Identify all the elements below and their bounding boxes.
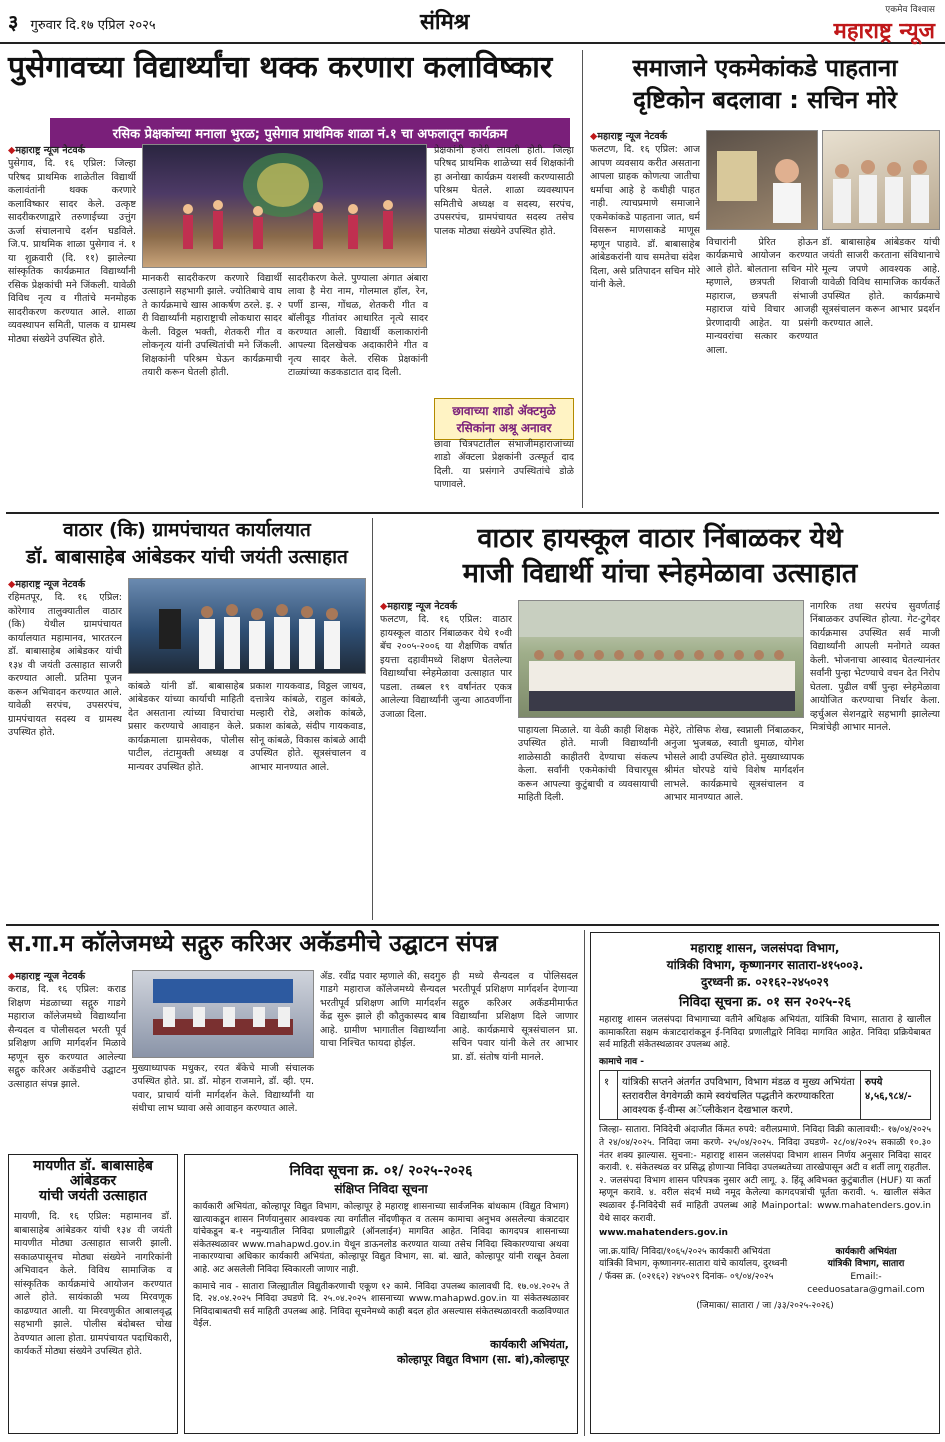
- story2-headline: [590, 56, 940, 114]
- story6-headline-line2: यांची जयंती उत्साहात: [39, 1188, 147, 1205]
- story4-byline: ◆ महाराष्ट्र न्यूज नेटवर्क: [380, 600, 512, 613]
- tender2-box: [590, 932, 940, 1434]
- story3-headline-line1: वाठार (कि) ग्रामपंचायत कार्यालयात: [63, 519, 311, 541]
- event-photo-image: [707, 131, 818, 230]
- page-info: [8, 8, 156, 35]
- story4-headline-line2: माजी विद्यार्थी यांचा स्नेहमेळावा उत्साहात: [462, 558, 858, 590]
- row-amount: रुपये ४,५६,९८४/-: [861, 1071, 931, 1120]
- story2-byline: ◆ महाराष्ट्र न्यूज नेटवर्क: [590, 130, 700, 143]
- tender2-signer-dept: यांत्रिकी विभाग, सातारा: [827, 1259, 905, 1270]
- story6-headline: [9, 1155, 177, 1210]
- story4-col2: पाहायला मिळाले. या वेळी काही शिक्षक उपस्थित होते. माजी विद्यार्थ्यांनी शाळेसाठी काहीतरी देण्याचा संकल्प केला. सर्वांनी एकमेकांची विचारपूस करून आपल्या कुटुंबाची व व्यवसायाची माहिती दिली.: [518, 725, 658, 804]
- section-rule: [6, 924, 939, 926]
- brand-tagline: एकमेव विश्वास: [885, 5, 935, 15]
- tender2-intro: महाराष्ट्र शासन जलसंपदा विभागाच्या वतीने अधिक्षक अभियंता, यांत्रिकी विभाग, सातारा हे खालील कामाकरिता सक्षम कंत्राटदारांकडून ई-निविदा प्रणालीद्वारे निविदा मागवित आहेत. निविदा प्रक्रियेबाबत सर्व माहिती संकेतस्थळावर उपलब्ध आहे.: [599, 1015, 931, 1051]
- college-stage-image: [133, 971, 314, 1058]
- section-rule: [6, 512, 939, 514]
- page-date: गुरुवार दि.१७ एप्रिल २०२५: [30, 18, 156, 33]
- section-title: संमिश्र: [420, 10, 470, 35]
- story5-col4: ही मध्ये सैन्यदल व पोलिसदल भरतीपूर्व प्रशिक्षण मार्गदर्शन देणाऱ्या सद्गुरु करिअर अकॅडमीमार्फत विद्यार्थ्यांना प्रशिक्षण दिले जाणार आहे. कार्यक्रमाचे सूत्रसंचालन प्रा. सचिन पवार यांनी केले तर आभार प्रा. डॉ. संतोष यांनी मानले.: [452, 971, 578, 1063]
- story3-col2: कांबळे यांनी डॉ. बाबासाहेब आंबेडकर यांच्या कार्याची माहिती देत असताना त्यांच्या विचारांचा प्रसार करण्याचे आवाहन केले. कार्यक्रमाला ग्रामसेवक, पोलीस पाटील, तंटामुक्ती अध्यक्ष व मान्यवर उपस्थित होते.: [128, 681, 244, 773]
- story4-photo-reunion: [518, 600, 804, 718]
- story1-headline: पुसेगावच्या विद्यार्थ्यांचा थक्क करणारा कलाविष्कार: [8, 50, 553, 85]
- tender2-footer-left: जा.क्र.यांवि/ निविदा/१०६५/२०२५ कार्यकारी अभियंता यांत्रिकी विभाग, कृष्णानगर-सातारा यांचे कार्यालय, दुरध्वनी / फॅक्स क्र. (०२१६२) २४५०२९ दिनांक- ०९/०४/२०२५: [599, 1246, 788, 1282]
- tender2-notice: निविदा सूचना क्र. ०१ सन २०२५-२६: [678, 995, 852, 1010]
- tender2-work-table: [599, 1070, 931, 1120]
- story4-col4: नागरिक तथा सरपंच सुवर्णताई निंबाळकर उपस्थित होत्या. गेट-टुगेदर कार्यक्रमास उपस्थित सर्व माजी विद्यार्थ्यांनी आपली मनोगते व्यक्त केली. भोजनाचा आस्वाद घेतल्यानंतर सर्वांनी पुन्हा भेटण्याचे वचन देत निरोप घेतला. पुढील वर्षी पुन्हा स्नेहमेळावा आयोजित करण्याचा निर्धार केला. व्हर्चुअल सेशनद्वारे सहभागी झालेल्या मित्रांचेही आभार मानले.: [810, 601, 940, 734]
- story3-byline: ◆ महाराष्ट्र न्यूज नेटवर्क: [8, 578, 122, 591]
- tender1-box: [184, 1154, 578, 1434]
- tender2-ad-code: (जिमाका/ सातारा / जा /३३/२०२५-२०२६): [696, 1301, 834, 1312]
- masthead: [0, 0, 945, 44]
- brand-logo: [834, 2, 935, 45]
- dance-stage-image: [143, 145, 427, 268]
- tender1-body2: कामाचे नाव - सातारा जिल्ह्यातील विद्युतीकरणाची एकूण १२ कामे. निविदा उपलब्ध कालावधी दि. १७.०४.२०२५ ते दि. २४.०४.२०२५ निविदा उघडणे दि. २५.०४.२०२५ शासनाच्या www.mahapwd.gov.in या संकेतस्थळावर निविदाबाबतची सर्व माहिती उपलब्ध आहे. निविदा सूचनेमध्ये काही बदल होत असल्यास संकेतस्थळावरती कळविण्यात येईल.: [193, 1281, 569, 1330]
- story3-col1: [8, 578, 122, 918]
- story5-headline: स.गा.म कॉलेजमध्ये सद्गुरु करिअर अकॅडमीचे उद्घाटन संपन्न: [8, 931, 498, 957]
- tender1-signer: कार्यकारी अभियंता,: [490, 1337, 569, 1351]
- story3-col1-text: रहिमतपूर, दि. १६ एप्रिल: कोरेगाव तालुक्यातील वाठार (कि) येथील ग्रामपंचायत कार्यालयात महामानव, भारतरत्न डॉ. बाबासाहेब आंबेडकर यांची १३४ वी जयंती उत्साहात साजरी करण्यात आली. प्रतिमा पूजन करून अभिवादन करण्यात आले. यावेळी सरपंच, उपसरपंच, ग्रामपंचायत सदस्य व ग्रामस्थ उपस्थित होते.: [8, 592, 122, 739]
- story6-text: मायणी, दि. १६ एप्रिल: महामानव डॉ. बाबासाहेब आंबेडकर यांची १३४ वी जयंती मायणीत मोठ्या उत्साहात साजरी झाली. सकाळपासूनच मोठ्या संख्येने नागरिकांनी अभिवादन केले. विविध सामाजिक व सांस्कृतिक कार्यक्रमांचे आयोजन करण्यात आले होते. सायंकाळी भव्य मिरवणूक काढण्यात आली. या मिरवणुकीत आबालवृद्ध सहभागी झाले. पोलीस बंदोबस्त चोख ठेवण्यात आला होता. ग्रामपंचायत पदाधिकारी, कार्यकर्ते मोठ्या संख्येने उपस्थित होते.: [14, 1211, 172, 1358]
- tender2-header2: यांत्रिकी विभाग, कृष्णानगर सातारा-४१५००३.: [666, 958, 864, 972]
- story3-col3: प्रकाश गायकवाड, विठ्ठल जाधव, दत्तात्रेय कांबळे, राहुल कांबळे, मल्हारी रोडे, अशोक कांबळे, प्रकाश कांबळे, संदीप गायकवाड, सोनू कांबळे, विकास कांबळे आदी उपस्थित होते. सूत्रसंचालन व आभार मानण्यात आले.: [250, 681, 366, 773]
- group-photo-image: [823, 131, 940, 230]
- story6-headline-line1: मायणीत डॉ. बाबासाहेब आंबेडकर: [33, 1158, 153, 1190]
- tender2-phone: दुरध्वनी क्र. ०२१६२-२४५०२९: [701, 975, 829, 989]
- story2-col1-text: फलटण, दि. १६ एप्रिल: आज आपण व्यवसाय करीत असताना आपला ग्राहक कोणत्या जातीचा धर्माचा आहे हे कधीही पाहत नाही. त्याचप्रमाणे समाजाने एकमेकांकडे पाहताना जात, धर्म विसरून माणसाकडे माणूस म्हणून पाहावे. डॉ. बाबासाहेब आंबेडकरांनी याच समतेचा संदेश दिला, असे प्रतिपादन सचिन मोरे यांनी केले.: [590, 144, 700, 291]
- column-divider: [584, 930, 585, 1436]
- story1-col2: मानकरी सादरीकरण करणारे विद्यार्थी उत्साहाने सहभागी झाले. ज्योतिबाचे वाघ ते कार्यक्रमाचे खास आकर्षण ठरले. इ. २ री विद्यार्थ्यांनी महाराष्ट्राची लोकधारा सादर केली. विठ्ठल भक्ती, शेतकरी गीत व लोकनृत्य यांनी उपस्थितांची मने जिंकली. शिक्षकांनी परिश्रम घेऊन कार्यक्रमाची तयारी करून घेतली होती.: [142, 273, 282, 379]
- tender2-work-label: कामाचे नाव -: [599, 1056, 645, 1067]
- tender1-body: कार्यकारी अभियंता, कोल्हापूर विद्युत विभाग, कोल्हापूर हे महाराष्ट्र शासनाच्या सार्वजनिक बांधकाम (विद्युत विभाग) खात्याकडून शासन निर्णयानुसार आवश्यक त्या वर्गातील नोंदणीकृत व तत्सम कामाचा अनुभव असलेल्या कंत्राटदार यांचेकडून ब-१ नमुन्यातील निविदा प्रणालीद्वारे (ऑनलाईन) मागवित आहेत. निविदा कागदपत्र शासनाच्या संकेतस्थळावर www.mahapwd.gov.in येथून डाऊनलोड करण्यात याव्या तसेच निविदा स्विकारण्याचा अथवा नाकारण्याचा अधिकार कार्यकारी अभियंता, कोल्हापूर विद्युत विभाग, सा. बां. खाते, कोल्हापूर यांनी राखून ठेवला आहे. अट असलेली निविदा स्विकारली जाणार नाही.: [193, 1202, 569, 1275]
- brand-name: महाराष्ट्र न्यूज: [833, 19, 935, 44]
- story5-col1-text: कराड, दि. १६ एप्रिल: कराड शिक्षण मंडळाच्या सद्गुरु गाडगे महाराज कॉलेजमध्ये विद्यार्थ्यांना सैन्यदल व पोलीसदल भरती पूर्व प्रशिक्षण आणि मार्गदर्शन मिळावे म्हणून सुरु करण्यात आलेल्या सद्गुरु करिअर अकॅडमीचे उद्घाटन उत्साहात संपन्न झाले.: [8, 984, 126, 1090]
- story5-photo-college: [132, 970, 314, 1058]
- tender2-website[interactable]: www.mahatenders.gov.in: [599, 1228, 728, 1239]
- story1-col1-text: पुसेगाव, दि. १६ एप्रिल: जिल्हा परिषद प्राथमिक शाळेतील विद्यार्थी कलावंतांनी थक्क करणारे कलाविष्कार सादर केले. उत्कृष्ट सादरीकरणाद्वारे तरुणाईच्या उत्तुंग ऊर्जा संचालनाचे दर्शन घडविले. जि.प. प्राथमिक शाळा पुसेगाव नं. १ या शुक्रवारी (दि. ११) झालेल्या सांस्कृतिक कार्यक्रमात विद्यार्थ्यांनी रसिक प्रेक्षकांची मने जिंकली. यावेळी विविध नृत्य व गीतांचे मनमोहक सादरीकरण करण्यात आले. शाळा व्यवस्थापन समिती, पालक व ग्रामस्थ मोठ्या संख्येने उपस्थित होते.: [8, 158, 136, 345]
- page-number: ३: [8, 10, 19, 34]
- column-divider: [372, 518, 373, 920]
- story4-col3: मेहेरे, तोसिफ शेख, स्वप्नाली निंबाळकर, अनुजा भुजबळ, स्वाती धुमाळ, योगेश भोसले आदी उपस्थित होते. मुख्याध्यापक श्रीमंत घोरपडे यांचे विशेष मार्गदर्शन लाभले. कार्यक्रमाचे सूत्रसंचालन व आभार मानण्यात आले.: [664, 725, 804, 804]
- story1-byline: ◆ महाराष्ट्र न्यूज नेटवर्क: [8, 144, 136, 157]
- story3-headline: [8, 520, 366, 567]
- table-row: [600, 1071, 931, 1120]
- story1-col3: सादरीकरण केले. पुण्याला अंगात अंबारा लावा है मेरा नाम, गोलमाल हॉल, रेन, पर्णी डान्स, गोंधळ, शेतकरी गीत व बॉलीवूड गीतांवर आधारित नृत्ये सादर करण्यात आली. विद्यार्थी कलाकारांनी आपल्या दिलखेचक अदाकारीने गीत व नृत्य सादर केले. रसिक प्रेक्षकांनी टाळ्यांच्या कडकडाटात दाद दिली.: [288, 273, 428, 379]
- story2-photo-portrait: [706, 130, 818, 230]
- story5-byline: ◆ महाराष्ट्र न्यूज नेटवर्क: [8, 970, 126, 983]
- story6-box: [8, 1154, 178, 1434]
- reunion-group-image: [519, 601, 804, 718]
- story2-col2: विचारांनी प्रेरित होऊन कार्यक्रमाचे आयोजन करण्यात आले होते. बोलताना सचिन मोरे म्हणाले, छत्रपती शिवाजी महाराज, छत्रपती संभाजी महाराज यांचे विचार आजही प्रेरणादायी आहेत. या प्रसंगी मान्यवरांचा सत्कार करण्यात आला.: [706, 237, 818, 356]
- row-description: यांत्रिकी सप्तने अंतर्गत उपविभाग, विभाग मंडळ व मुख्य अभियंता स्तरावरील वेगवेगळी कामे स्वयंचलित पद्धतीने करण्याकरिता आवश्यक ई-वीम्स अॅप्लीकेशन देखभाल करणे.: [618, 1071, 861, 1120]
- story2-headline-line1: समाजाने एकमेकांकडे पाहताना: [632, 54, 898, 82]
- story1-photo-dance: [142, 144, 427, 268]
- story4-headline: [380, 524, 940, 588]
- story3-photo-jayanti: [128, 578, 366, 674]
- story1-subhead: रसिक प्रेक्षकांच्या मनाला भुरळ; पुसेगाव प्राथमिक शाळा नं.१ चा अफलातून कार्यक्रम: [50, 118, 570, 148]
- tender1-signer2: कोल्हापूर विद्युत विभाग (सा. बां),कोल्हापूर: [397, 1352, 569, 1366]
- story2-headline-line2: दृष्टिकोन बदलावा : सचिन मोरे: [633, 85, 897, 114]
- row-number: १: [600, 1071, 618, 1120]
- column-divider: [582, 50, 583, 508]
- tender2-footer: [599, 1246, 931, 1296]
- story3-headline-line2: डॉ. बाबासाहेब आंबेडकर यांची जयंती उत्साहात: [26, 545, 348, 568]
- story1-col4b: छावा चित्रपटातील संभाजीमहाराजांच्या शाडो ॲक्टला प्रेक्षकांनी उत्स्फूर्त दाद दिली. या प्रसंगाने उपस्थितांचे डोळे पाणावले.: [434, 439, 574, 491]
- tender2-details: जिल्हा- सातारा. निविदेची अंदाजीत किंमत रुपये: वरीलप्रमाणे. निविदा विक्री कालावधी:- १७/०४/२०२५ ते २४/०४/२०२५. निविदा जमा करणे- २५/०४/२०२५. निविदा उघडणे- २८/०४/२०२५ सकाळी १०.३० नंतर शक्य झाल्यास. सुचना:- महाराष्ट्र शासन जलसंपदा विभाग शासन निर्णय अनुसार निविदा सादर करावी. १. संकेतस्थळ वर प्रसिद्ध होणाऱ्या निविदा उपलब्धतेच्या तारखेपासून अटी व शर्ती लागू राहतील. २. जलसंपदा विभाग शासन परिपत्रक नुसार अटी लागू. ३. हिंदू अविभक्त कुटुंबातील (HUF) या कर्ता म्हणून करावे. ४. वरील संदर्भ मध्ये नमूद केलेल्या कागदपत्रांची पूर्तता करावी. ५. खालील संकेत स्थळावर ई-निविदेची सर्व माहिती उपलब्ध आहे Mainportal: www.mahatenders.gov.in येथे सादर करावी.: [599, 1125, 931, 1224]
- tender2-email[interactable]: Email:- ceeduosatara@gmail.com: [807, 1271, 925, 1295]
- story5-col2: मुख्याध्यापक मधुकर, रयत बँकेचे माजी संचालक उपस्थित होते. प्रा. डॉ. मोहन राजमाने, डॉ. व्ही. एम. पवार, प्राचार्य यांनी मार्गदर्शन केले. विद्यार्थ्यांनी या संधीचा लाभ घ्यावा असे आवाहन करण्यात आले.: [132, 1063, 314, 1115]
- story1-col1: [8, 144, 136, 506]
- story5-col3: ॲड. रवींद्र पवार म्हणाले की, सदगुरु गाडगे महाराज कॉलेजमध्ये सैन्यदल भरतीपूर्व प्रशिक्षण आणि मार्गदर्शन केंद्र सुरू झाले ही कौतुकास्पद बाब आहे. ग्रामीण भागातील विद्यार्थ्यांना याचा निश्चित फायदा होईल.: [320, 971, 446, 1050]
- story5-col1: [8, 970, 126, 1148]
- tender1-title: निविदा सूचना क्र. ०१/ २०२५-२०२६: [289, 1163, 473, 1179]
- tender2-footer-right: [801, 1246, 931, 1296]
- tender2-header1: महाराष्ट्र शासन, जलसंपदा विभाग,: [690, 941, 840, 955]
- story4-col1-text: फलटण, दि. १६ एप्रिल: वाठार हायस्कूल वाठार निंबाळकर येथे १०वी बॅच २००५-२००६ या शैक्षणिक वर्षात इयत्ता दहावीमध्ये शिक्षण घेतलेल्या विद्यार्थ्यांचा स्नेहमेळावा उत्साहात पार पडला. तब्बल १९ वर्षांनंतर एकत्र आलेल्या विद्यार्थ्यांनी जुन्या आठवणींना उजाळा दिला.: [380, 614, 512, 720]
- tender1-subtitle: संक्षिप्त निविदा सूचना: [334, 1182, 428, 1196]
- story1-col4: प्रेक्षकांनी हजेरी लावली होती. जिल्हा परिषद प्राथमिक शाळेच्या सर्व शिक्षकांनी हा अनोखा कार्यक्रम यशस्वी करण्यासाठी परिश्रम घेतले. शाळा व्यवस्थापन समितीचे अध्यक्ष व सदस्य, सरपंच, उपसरपंच, ग्रामपंचायत सदस्य तसेच पालक मोठ्या संख्येने उपस्थित होते.: [434, 145, 574, 237]
- story1-callout: छावाच्या शाडो ॲक्टमुळे रसिकांना अश्रू अनावर: [434, 398, 574, 440]
- story4-headline-line1: वाठार हायस्कूल वाठार निंबाळकर येथे: [477, 523, 843, 554]
- jayanti-ceremony-image: [129, 579, 366, 674]
- tender2-signer: कार्यकारी अभियंता: [835, 1246, 897, 1257]
- story4-col1: [380, 600, 512, 918]
- story2-col3: डॉ. बाबासाहेब आंबेडकर यांची जयंती साजरी करताना संविधानाचे मूल्य जपणे आवश्यक आहे. यावेळी विविध सामाजिक कार्यकर्ते उपस्थित होते. कार्यक्रमाचे सूत्रसंचालन करून आभार प्रदर्शन करण्यात आले.: [822, 237, 940, 329]
- story2-photo-group: [822, 130, 940, 230]
- story2-col1: [590, 130, 700, 506]
